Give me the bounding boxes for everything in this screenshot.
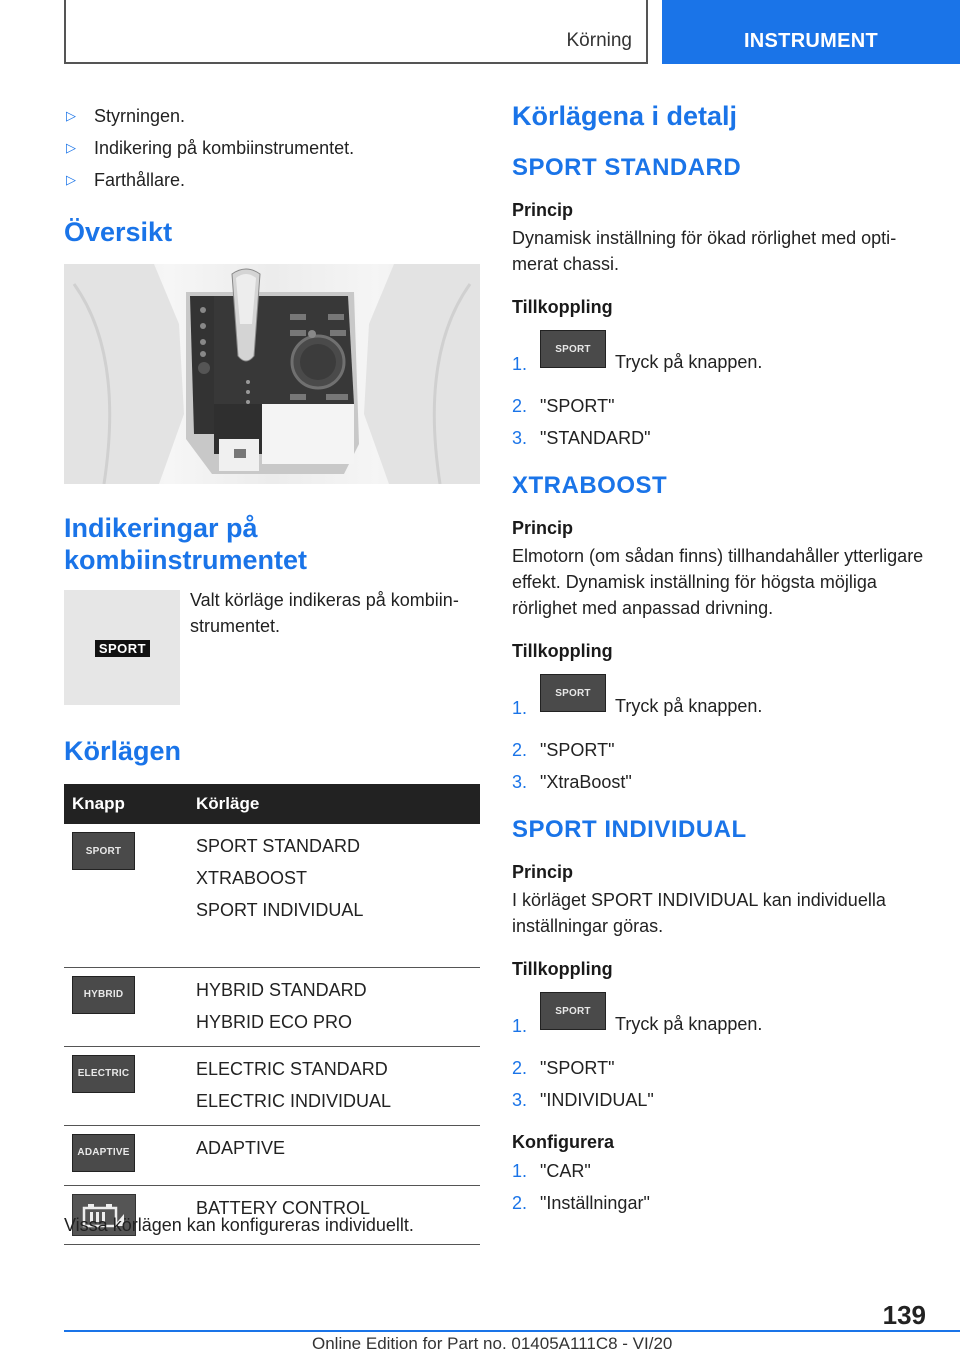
step-text: "INDIVIDUAL" [540, 1090, 654, 1110]
mode-name: ELECTRIC STANDARD [196, 1058, 388, 1079]
modes-cell [188, 967, 480, 1046]
center-console-photo [64, 264, 480, 484]
activation-label: Tillkoppling [512, 297, 613, 317]
indication-section [64, 512, 480, 576]
step-number: 3. [512, 772, 528, 792]
hybrid-button-image: HYBRID [72, 976, 135, 1014]
left-column [64, 100, 480, 248]
principle-text: Dynamisk inställning för ökad rörlighet med optimerat chassi. [512, 228, 897, 274]
principle-text: Elmotorn (om sådan finns) tillhandahåller ytterligare effekt. Dynamisk inställning för högsta möjliga rörlighet med anpassad drivning. [512, 546, 924, 618]
mode-name: ADAPTIVE [196, 1137, 286, 1158]
modes-cell [188, 1125, 480, 1185]
step-number: 2. [512, 396, 528, 416]
indication-heading-line2: kombiinstrumentet [64, 545, 308, 575]
activation-steps [512, 992, 932, 1116]
sport-standard-heading: SPORT STANDARD [512, 154, 742, 181]
page-number: 139 [882, 1300, 926, 1330]
activation-steps [512, 330, 932, 454]
step-text: "CAR" [540, 1161, 591, 1181]
step-number: 2. [512, 740, 528, 760]
step-text: Tryck på knappen. [615, 1014, 763, 1034]
table-row [64, 824, 480, 967]
principle-label: Princip [512, 200, 574, 220]
configure-steps [512, 1155, 932, 1219]
step-text: "XtraBoost" [540, 772, 632, 792]
sport-button-image: SPORT [540, 330, 606, 368]
activation-label: Tillkoppling [512, 959, 613, 979]
button-cell [64, 824, 188, 967]
table-row [64, 1046, 480, 1125]
table-header-row [64, 784, 480, 824]
principle-label: Princip [512, 862, 574, 882]
bullet-text: Farthållare. [94, 170, 186, 190]
modes-heading: Körlägen [64, 736, 182, 766]
step-number: 3. [512, 1090, 528, 1110]
step-number: 2. [512, 1058, 528, 1078]
step-text: "Inställningar" [540, 1193, 650, 1213]
column-header-button: Knapp [64, 784, 188, 824]
header-section-label: Körning [566, 30, 632, 51]
triangle-bullet-icon: ▷ [66, 172, 76, 187]
configure-label: Konfigurera [512, 1132, 615, 1152]
list-item [512, 422, 932, 454]
sport-button-image: SPORT [540, 992, 606, 1030]
step-text: "STANDARD" [540, 428, 651, 448]
step-number: 1. [512, 1016, 528, 1036]
sport-individual-heading: SPORT INDIVIDUAL [512, 816, 747, 843]
footer-divider [64, 1330, 960, 1332]
sport-button-image: SPORT [540, 674, 606, 712]
electric-button-image: ELECTRIC [72, 1055, 135, 1093]
list-item [512, 734, 932, 766]
sport-button-image: SPORT [72, 832, 135, 870]
edition-text: Online Edition for Part no. 01405A111C8 - VI/20 [312, 1334, 673, 1353]
list-item [512, 992, 932, 1052]
modes-cell [188, 1046, 480, 1125]
indication-heading-line1: Indikeringar på [64, 513, 258, 543]
step-number: 3. [512, 428, 528, 448]
list-item [64, 164, 480, 196]
sport-indicator-label: SPORT [95, 640, 150, 657]
list-item [64, 132, 480, 164]
step-number: 2. [512, 1193, 528, 1213]
indication-text: Valt körläge indikeras på kombiinstrumentet. [190, 590, 459, 636]
principle-label: Princip [512, 518, 574, 538]
button-cell [64, 1125, 188, 1185]
mode-name: BATTERY CONTROL [196, 1197, 371, 1218]
table-row [64, 1125, 480, 1185]
mode-name: SPORT STANDARD [196, 836, 361, 856]
intro-bullet-list [64, 100, 480, 196]
mode-name: XTRABOOST [196, 868, 308, 888]
step-text: Tryck på knappen. [615, 352, 763, 372]
mode-name: HYBRID STANDARD [196, 979, 367, 1000]
adaptive-button-image: ADAPTIVE [72, 1134, 135, 1172]
header-chapter-label: INSTRUMENT [743, 30, 879, 52]
bullet-text: Indikering på kombiinstrumentet. [94, 138, 355, 158]
modes-table [64, 784, 480, 1245]
column-header-mode: Körläge [188, 784, 480, 824]
step-text: Tryck på knappen. [615, 696, 763, 716]
modes-cell [188, 824, 480, 967]
step-number: 1. [512, 354, 528, 374]
mode-name: SPORT INDIVIDUAL [196, 900, 364, 920]
activation-label: Tillkoppling [512, 641, 613, 661]
details-heading: Körlägena i detalj [512, 101, 738, 131]
list-item [512, 1084, 932, 1116]
triangle-bullet-icon: ▷ [66, 108, 76, 123]
bullet-text: Styrningen. [94, 106, 186, 126]
step-number: 1. [512, 698, 528, 718]
modes-footnote: Vissa körlägen kan konfigureras individuellt. [64, 1215, 414, 1235]
mode-name: HYBRID ECO PRO [196, 1011, 353, 1032]
list-item [512, 766, 932, 798]
button-cell [64, 1046, 188, 1125]
xtraboost-heading: XTRABOOST [512, 472, 668, 499]
right-column [512, 100, 932, 1219]
list-item [512, 1187, 932, 1219]
list-item [512, 330, 932, 390]
overview-heading: Översikt [64, 217, 173, 247]
list-item [512, 674, 932, 734]
button-cell [64, 967, 188, 1046]
list-item [512, 1155, 932, 1187]
step-text: "SPORT" [540, 740, 615, 760]
activation-steps [512, 674, 932, 798]
center-console-illustration [64, 264, 480, 484]
principle-text: I körläget SPORT INDIVIDUAL kan individuella inställningar göras. [512, 890, 886, 936]
list-item [512, 390, 932, 422]
step-number: 1. [512, 1161, 528, 1181]
list-item [512, 1052, 932, 1084]
table-row [64, 967, 480, 1046]
mode-name: ELECTRIC INDIVIDUAL [196, 1090, 392, 1111]
step-text: "SPORT" [540, 1058, 615, 1078]
step-text: "SPORT" [540, 396, 615, 416]
header-chapter-tab [662, 0, 960, 64]
header-section-tab [64, 0, 648, 64]
list-item [64, 100, 480, 132]
triangle-bullet-icon: ▷ [66, 140, 76, 155]
sport-indicator-image [64, 590, 180, 705]
